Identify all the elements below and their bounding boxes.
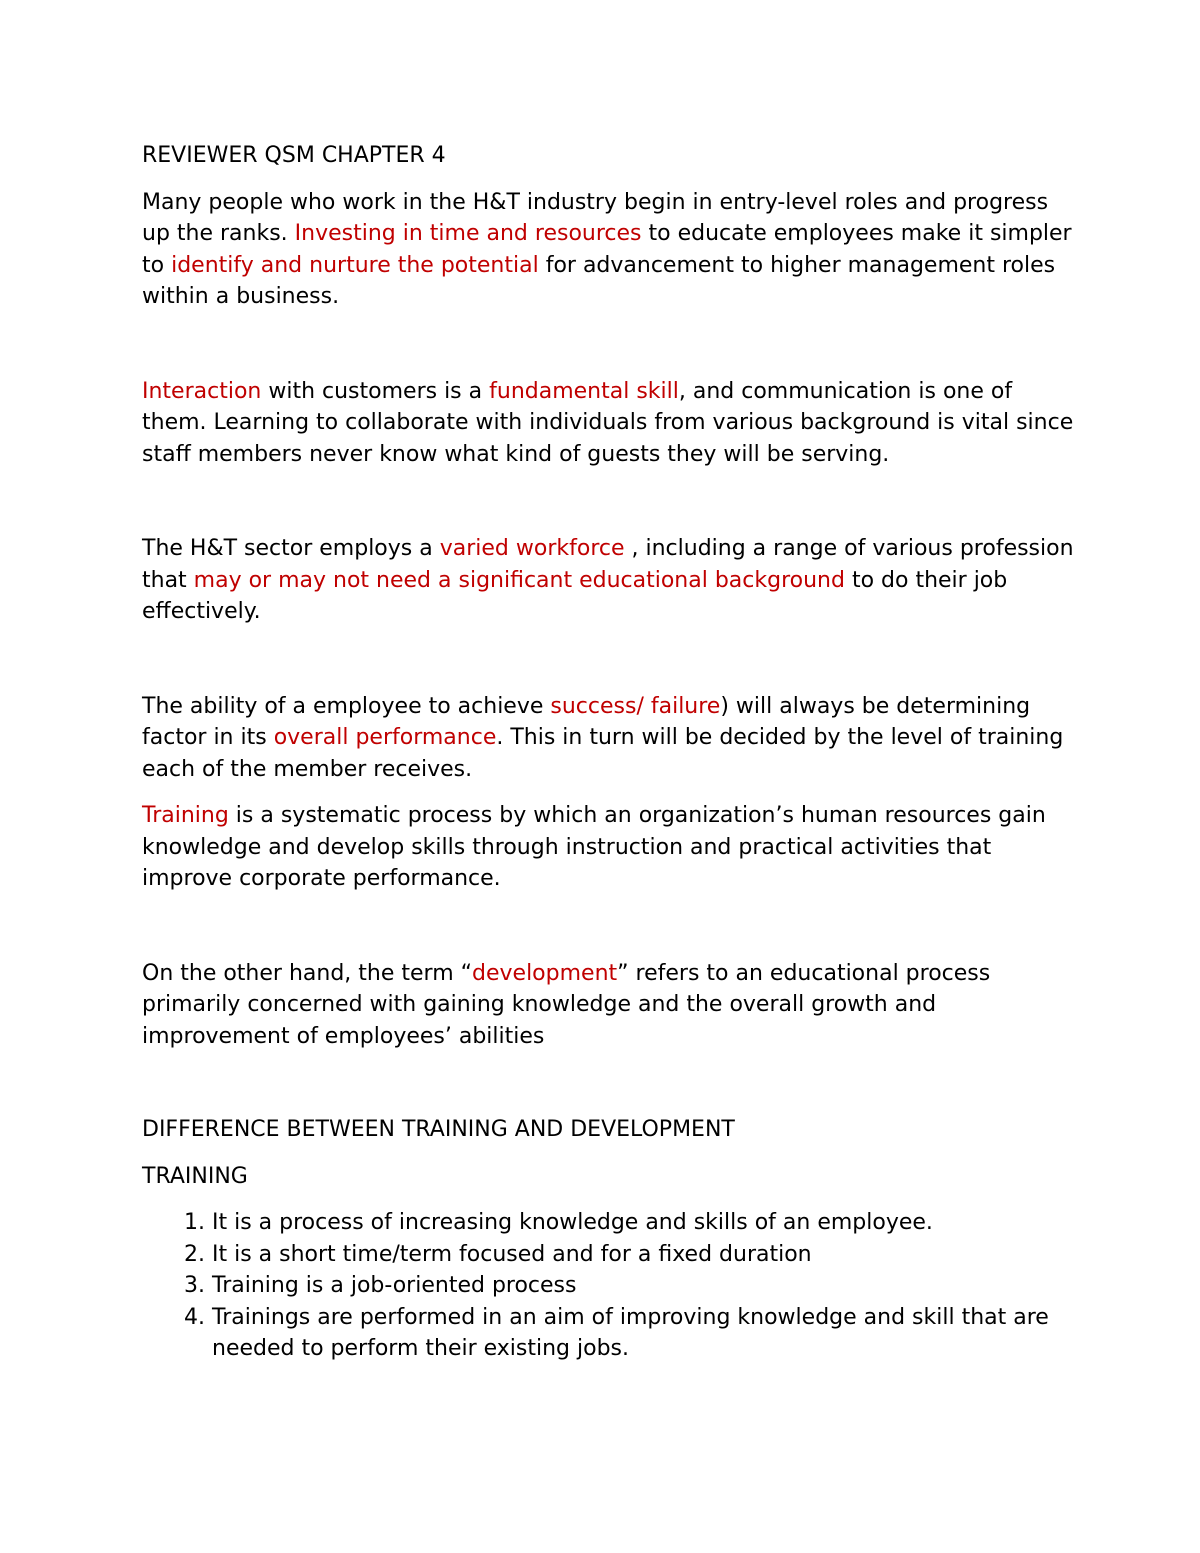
subheading-training: TRAINING: [142, 1163, 248, 1189]
highlight-text: fundamental skill: [489, 378, 679, 404]
paragraph-text: , including a range of various profession that: [142, 536, 1074, 593]
paragraph-text: . This in turn will be decided by the level of training each of the member receives.: [142, 725, 1064, 782]
list-item: 4. Trainings are performed in an aim of improving knowledge and skill that are needed to perform their existing jobs.: [212, 1302, 1082, 1365]
paragraph-text: with customers is a: [261, 378, 490, 404]
paragraph-text: for advancement to higher management roles within a business.: [142, 252, 1056, 309]
paragraph-text: The ability of a employee to achieve: [142, 693, 551, 719]
paragraph-workforce: [142, 533, 1082, 628]
paragraph-interaction: [142, 376, 1082, 471]
highlight-text: may or may not need a significant educational background: [193, 567, 845, 593]
document-title: REVIEWER QSM CHAPTER 4: [142, 143, 446, 168]
paragraph-career-progression: [142, 187, 1082, 313]
paragraph-training-definition: [142, 800, 1082, 895]
document-page: [142, 140, 1082, 1365]
highlight-text: Investing in time and resources: [294, 221, 642, 246]
list-item: 3. Training is a job-oriented process: [212, 1270, 1082, 1302]
list-item: 1. It is a process of increasing knowledge and skills of an employee.: [212, 1207, 1082, 1239]
paragraph-text: Many people who work in the H&T industry begin in entry-level roles and progress up the ranks.: [142, 189, 1049, 246]
paragraph-text: On the other hand, the term “: [142, 960, 473, 986]
paragraph-text: , and communication is one of them. Learning to collaborate with individuals from various background is vital since staff members never know what kind of guests they will be serving.: [142, 378, 1074, 467]
highlight-text: Interaction: [142, 378, 262, 404]
paragraph-text: The H&T sector employs a: [142, 536, 440, 561]
paragraph-text: ” refers to an educational process primarily concerned with gaining knowledge and the overall growth and improvement of employees’ abilities: [142, 960, 991, 1049]
training-list: [142, 1207, 1082, 1365]
highlight-text: identify and nurture the potential: [171, 252, 539, 278]
paragraph-text: is a systematic process by which an organization’s human resources gain knowledge and develop skills through instruction and practical activities that improve corporate performance.: [142, 803, 1046, 891]
highlight-text: development: [472, 960, 618, 986]
highlight-text: varied workforce: [439, 536, 625, 561]
paragraph-text: to do their job effectively.: [142, 567, 1008, 624]
list-item: 2. It is a short time/term focused and for a fixed duration: [212, 1239, 1082, 1271]
paragraph-ability: [142, 691, 1082, 786]
highlight-text: Training: [142, 803, 229, 828]
paragraph-text: to educate employees make it simpler to: [142, 221, 1072, 278]
paragraph-development-definition: [142, 958, 1082, 1053]
highlight-text: success/ failure: [550, 693, 721, 719]
section-heading: DIFFERENCE BETWEEN TRAINING AND DEVELOPMENT: [142, 1117, 735, 1142]
highlight-text: overall performance: [273, 725, 497, 750]
paragraph-text: ) will always be determining factor in its: [142, 693, 1031, 750]
